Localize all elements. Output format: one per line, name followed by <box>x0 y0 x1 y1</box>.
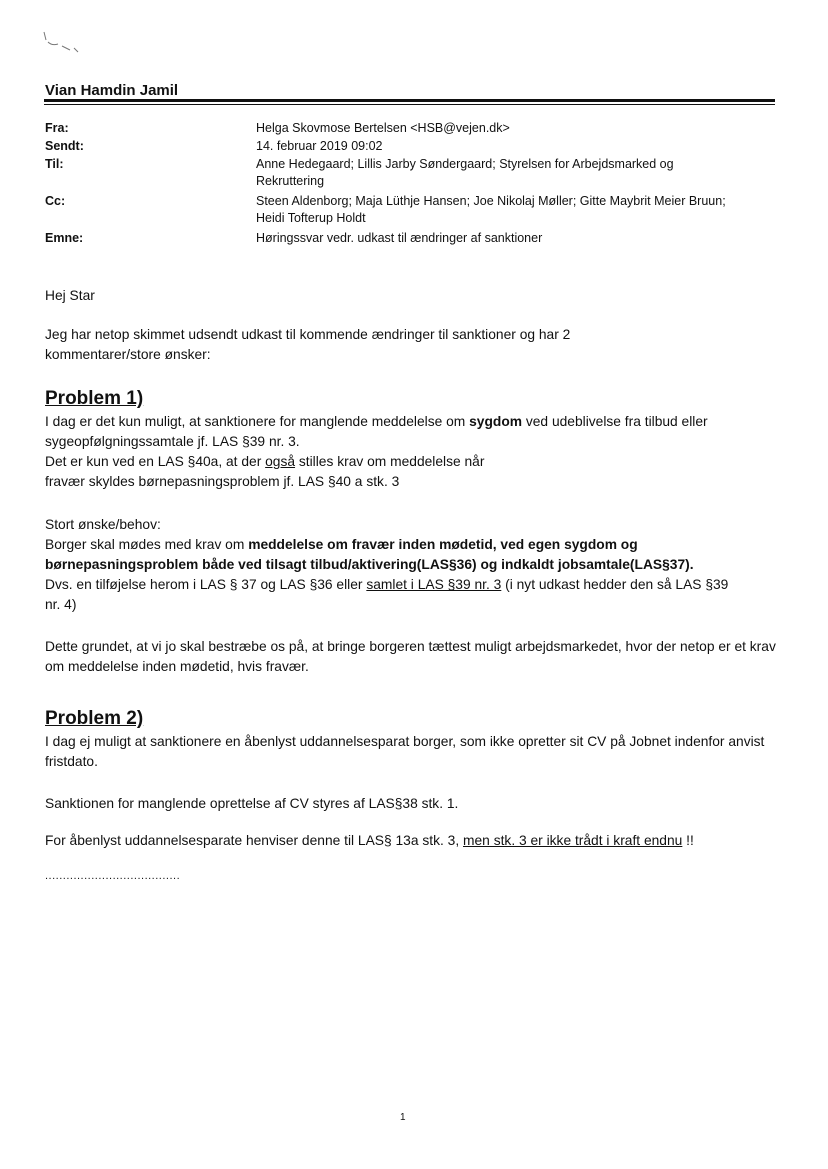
text: ved udeblivelse fra tilbud eller sygeopfølgningssamtale jf. LAS §39 nr. 3. <box>45 414 708 449</box>
problem-1-heading: Problem 1) <box>45 388 144 409</box>
text: Det er kun ved en LAS §40a, at der <box>45 454 266 469</box>
text: Borger skal mødes med krav om <box>45 537 249 552</box>
cc-value: Steen Aldenborg; Maja Lüthje Hansen; Joe Nikolaj Møller; Gitte Maybrit Meier Bruun; Heidi Tofterup Holdt <box>256 194 726 225</box>
emphasis: også <box>265 454 296 469</box>
text: For åbenlyst uddannelsesparate henviser denne til LAS§ 13a stk. 3, <box>45 833 464 848</box>
intro-paragraph: Jeg har netop skimmet udsendt udkast til kommende ændringer til sanktioner og har 2 kommentarer/store ønsker: <box>45 327 571 362</box>
text: I dag er det kun muligt, at sanktionere for manglende meddelelse om <box>45 414 470 429</box>
emphasis: meddelelse om fravær inden mødetid, ved egen sygdom og børnepasningsproblem både ved tilsagt tilbud/aktivering(LAS§36) og indkaldt jobsamtale(LAS§37). <box>45 537 694 572</box>
to-value: Anne Hedegaard; Lillis Jarby Søndergaard; Styrelsen for Arbejdsmarked og Rekruttering <box>256 157 674 188</box>
problem-1-paragraph-2 <box>45 452 485 492</box>
text: (i nyt udkast hedder den så LAS §39 nr. 4) <box>45 577 729 612</box>
problem-2-heading: Problem 2) <box>45 708 144 729</box>
header-rule <box>44 99 775 102</box>
reason-paragraph: Dette grundet, at vi jo skal bestræbe os på, at bringe borgeren tættest muligt arbejdsmarkedet, hvor der netop er et krav om meddelelse inden mødetid, hvis fravær. <box>45 639 776 674</box>
wish-label: Stort ønske/behov: <box>45 517 161 532</box>
scan-mark-icon <box>36 28 86 54</box>
signature-dots: ...................................... <box>45 870 181 882</box>
sender-name: Vian Hamdin Jamil <box>45 82 179 99</box>
sent-value: 14. februar 2019 09:02 <box>256 139 383 153</box>
greeting: Hej Star <box>45 288 95 303</box>
wish-paragraph <box>45 535 745 615</box>
from-value: Helga Skovmose Bertelsen <HSB@vejen.dk> <box>256 121 510 135</box>
to-label: Til: <box>45 157 64 171</box>
header-rule-thin <box>44 104 775 105</box>
problem-2-paragraph-1: I dag ej muligt at sanktionere en åbenlyst uddannelsesparat borger, som ikke opretter sit CV på Jobnet indenfor anvist fristdato. <box>45 734 765 769</box>
cc-label: Cc: <box>45 194 66 208</box>
from-label: Fra: <box>45 121 69 135</box>
text: Dvs. en tilføjelse herom i LAS § 37 og LAS §36 eller <box>45 577 367 592</box>
text: !! <box>682 833 694 848</box>
problem-2-paragraph-3 <box>45 831 815 851</box>
problem-1-paragraph-1 <box>45 412 785 452</box>
sent-label: Sendt: <box>45 139 84 153</box>
emphasis: sygdom <box>469 414 523 429</box>
subject-label: Emne: <box>45 231 84 245</box>
subject-value: Høringssvar vedr. udkast til ændringer af sanktioner <box>256 231 543 245</box>
page-number: 1 <box>400 1112 406 1123</box>
emphasis: samlet i LAS §39 nr. 3 <box>366 577 502 592</box>
problem-2-paragraph-2: Sanktionen for manglende oprettelse af CV styres af LAS§38 stk. 1. <box>45 796 459 811</box>
emphasis: men stk. 3 er ikke trådt i kraft endnu <box>463 833 683 848</box>
text: stilles krav om meddelelse når fravær skyldes børnepasningsproblem jf. LAS §40 a stk. 3 <box>45 454 485 489</box>
